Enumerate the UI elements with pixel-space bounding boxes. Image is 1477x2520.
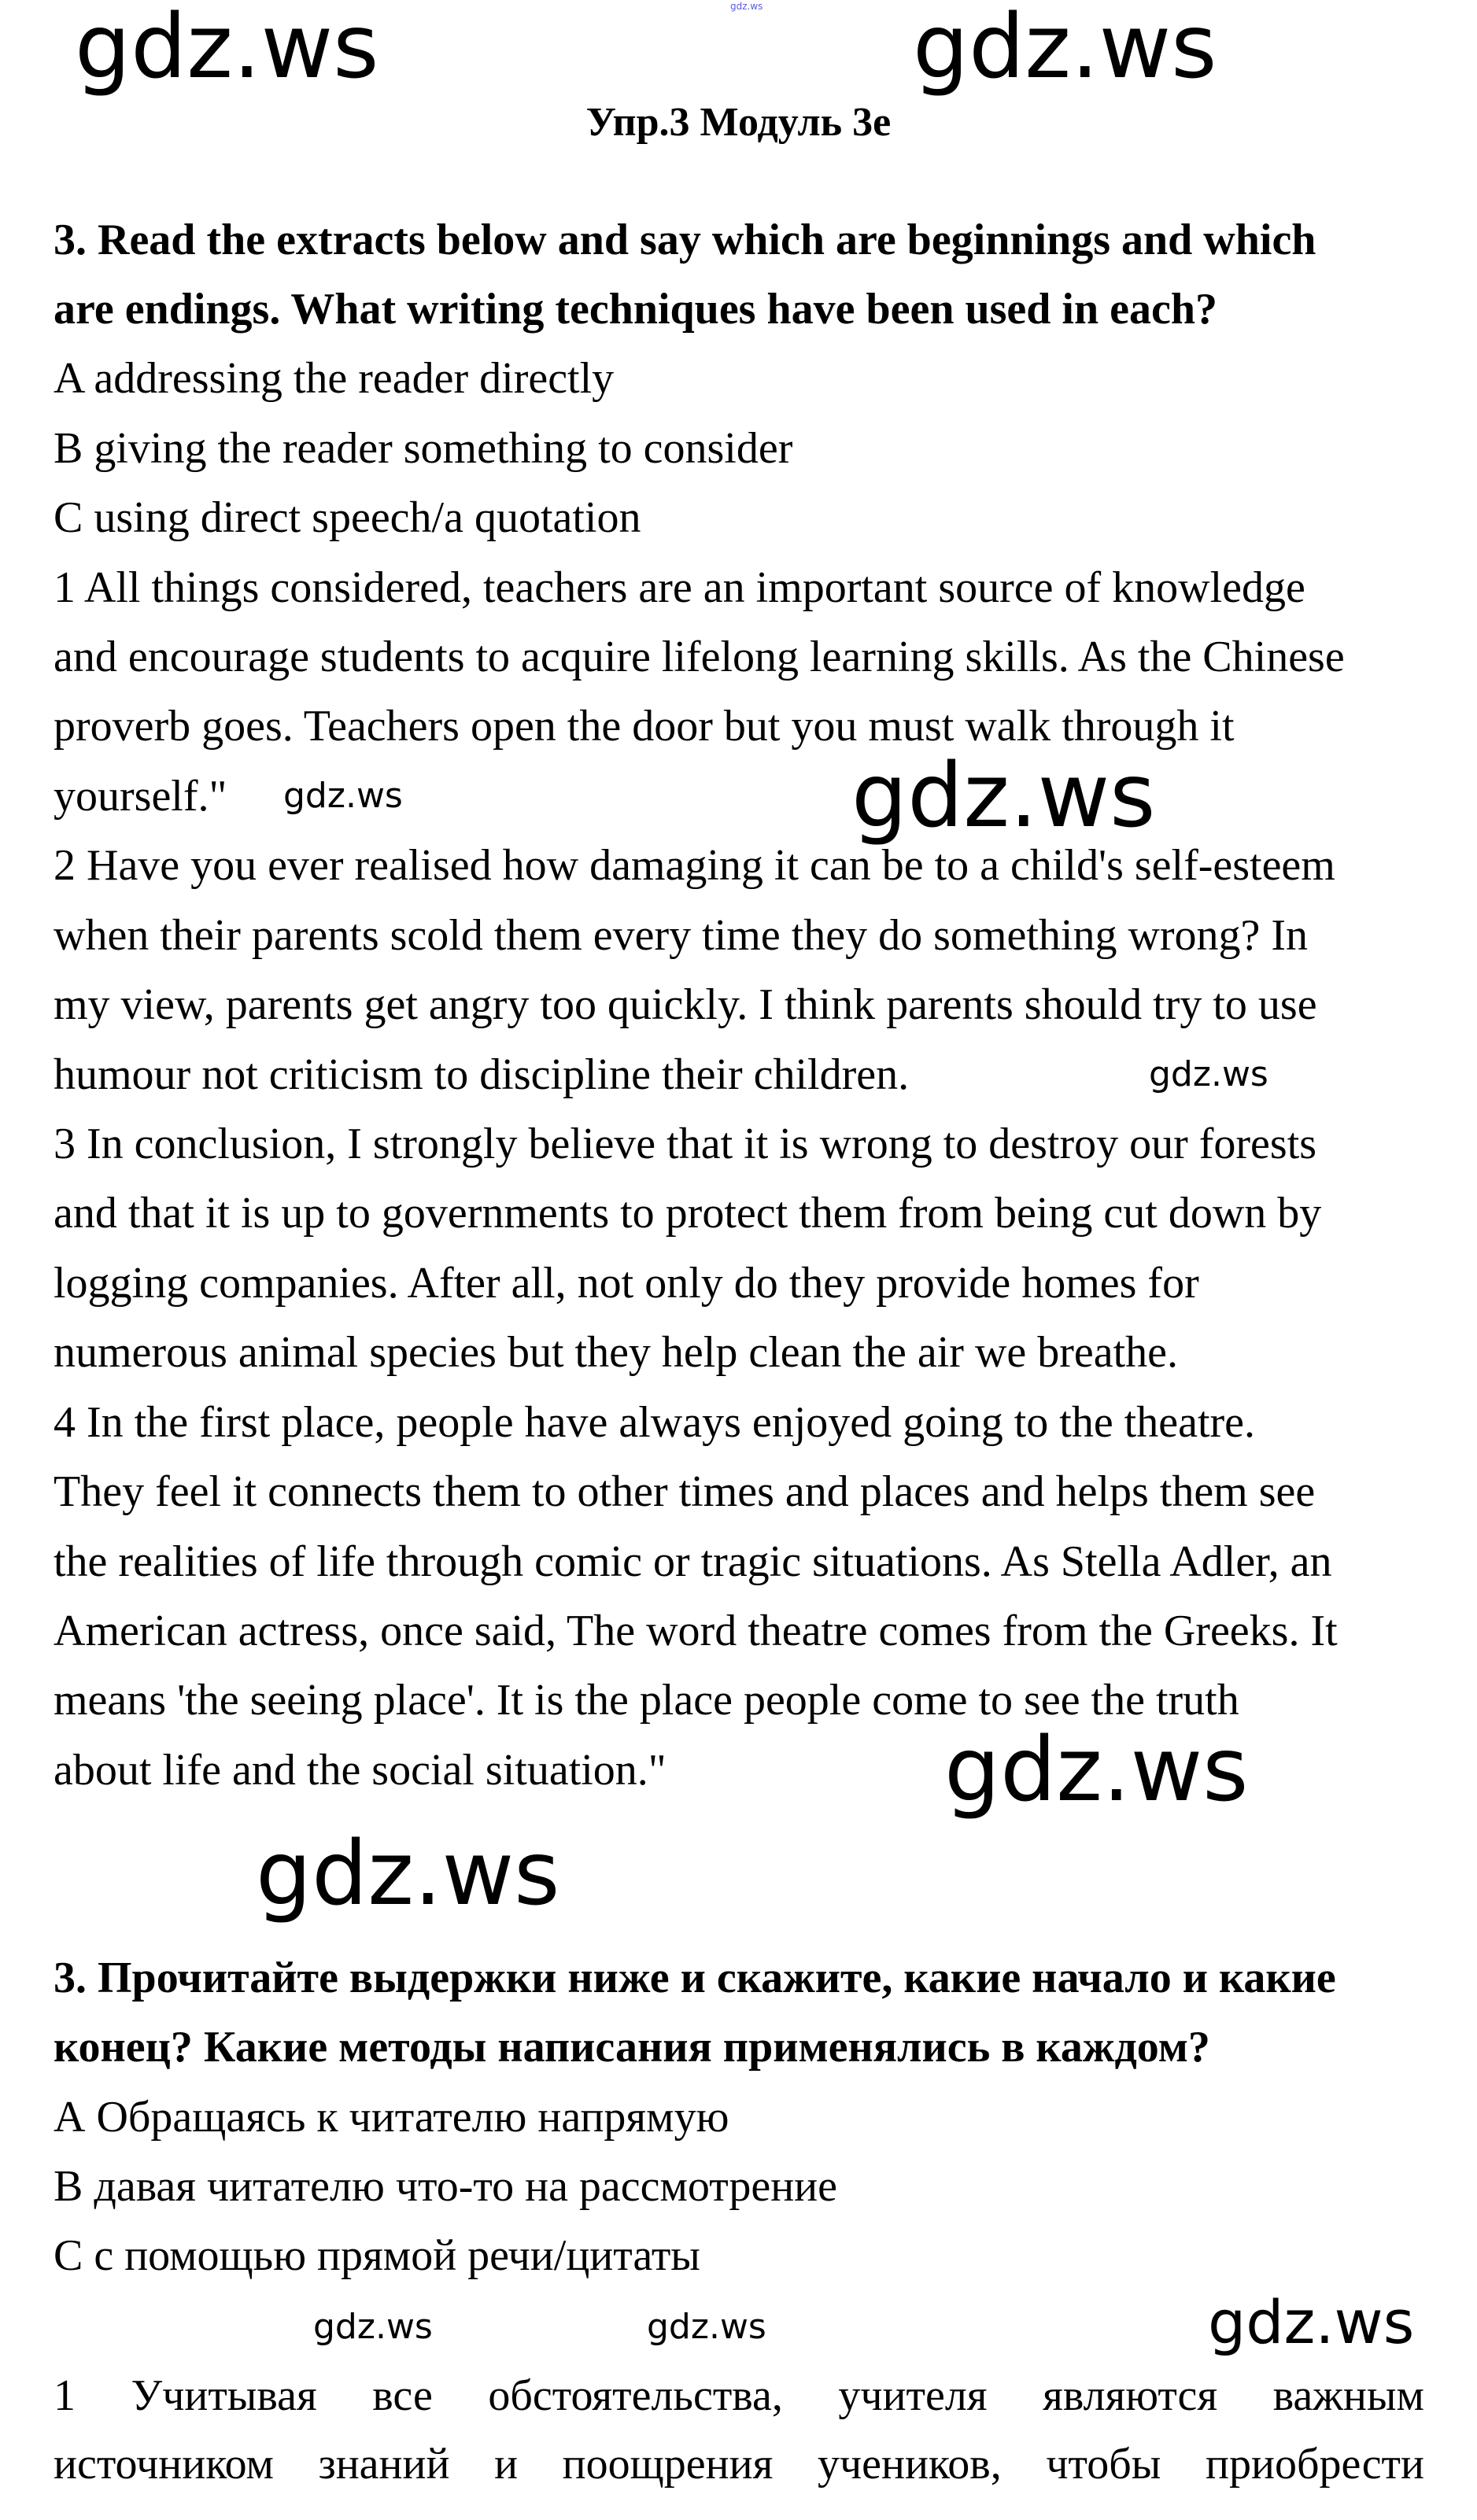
text-line: when their parents scold them every time they do something wrong? In [54,911,1309,960]
text-line: my view, parents get angry too quickly. I think parents should try to use [54,980,1317,1029]
russian-heading-line: 3. Прочитайте выдержки ниже и скажите, какие начало и какие [54,1954,1336,2002]
text-line: 2 Have you ever realised how damaging it can be to a child's self-esteem [54,841,1335,890]
watermark: gdz.ws [647,2307,766,2347]
text-line: They feel it connects them to other times and places and helps them see [54,1467,1316,1516]
english-heading-line: are endings. What writing techniques have been used in each? [54,285,1217,334]
text-line: 1 All things considered, teachers are an important source of knowledge [54,563,1305,612]
text-line: yourself." [54,772,227,821]
text-line: logging companies. After all, not only do they provide homes for [54,1259,1199,1308]
text-line: numerous animal species but they help clean the air we breathe. [54,1328,1179,1377]
watermark: gdz.ws [851,745,1156,847]
page-title: Упр.3 Модуль 3е [585,100,892,145]
english-heading-line: 3. Read the extracts below and say which are beginnings and which [54,216,1316,264]
text-line: humour not criticism to discipline their children. [54,1050,910,1099]
russian-heading-line: конец? Какие методы написания применялись в каждом? [54,2023,1210,2072]
text-line: 3 In conclusion, I strongly believe that it is wrong to destroy our forests [54,1120,1317,1168]
option-a-ru: А Обращаясь к читателю напрямую [54,2093,729,2142]
watermark: gdz.ws [283,776,403,816]
option-b-ru: В давая читателю что-то на рассмотрение [54,2162,837,2211]
watermark: gdz.ws [913,0,1217,98]
text-line: proverb goes. Teachers open the door but you must walk through it [54,702,1235,751]
text-line: 4 In the first place, people have always enjoyed going to the theatre. [54,1398,1256,1447]
watermark: gdz.ws [1149,1054,1268,1094]
watermark: gdz.ws [256,1823,560,1925]
watermark: gdz.ws [944,1719,1249,1821]
watermark: gdz.ws [75,0,379,98]
text-line: means 'the seeing place'. It is the place people come to see the truth [54,1676,1239,1725]
text-line: the realities of life through comic or tragic situations. As Stella Adler, an [54,1537,1332,1586]
option-c: C using direct speech/a quotation [54,493,641,542]
text-line: and that it is up to governments to protect them from being cut down by [54,1189,1322,1238]
option-b: B giving the reader something to consider [54,424,793,473]
watermark: gdz.ws [1208,2287,1415,2357]
watermark: gdz.ws [313,2307,433,2347]
option-a: A addressing the reader directly [54,354,615,403]
text-line-ru: источником знаний и поощрения учеников, чтобы приобрести [54,2440,1424,2489]
text-line: and encourage students to acquire lifelong learning skills. As the Chinese [54,633,1345,681]
text-line: American actress, once said, The word theatre comes from the Greeks. It [54,1607,1338,1655]
top-watermark: gdz.ws [730,1,763,12]
option-c-ru: С с помощью прямой речи/цитаты [54,2231,700,2280]
text-line: about life and the social situation." [54,1746,666,1795]
text-line-ru: 1 Учитывая все обстоятельства, учителя являются важным [54,2371,1424,2420]
